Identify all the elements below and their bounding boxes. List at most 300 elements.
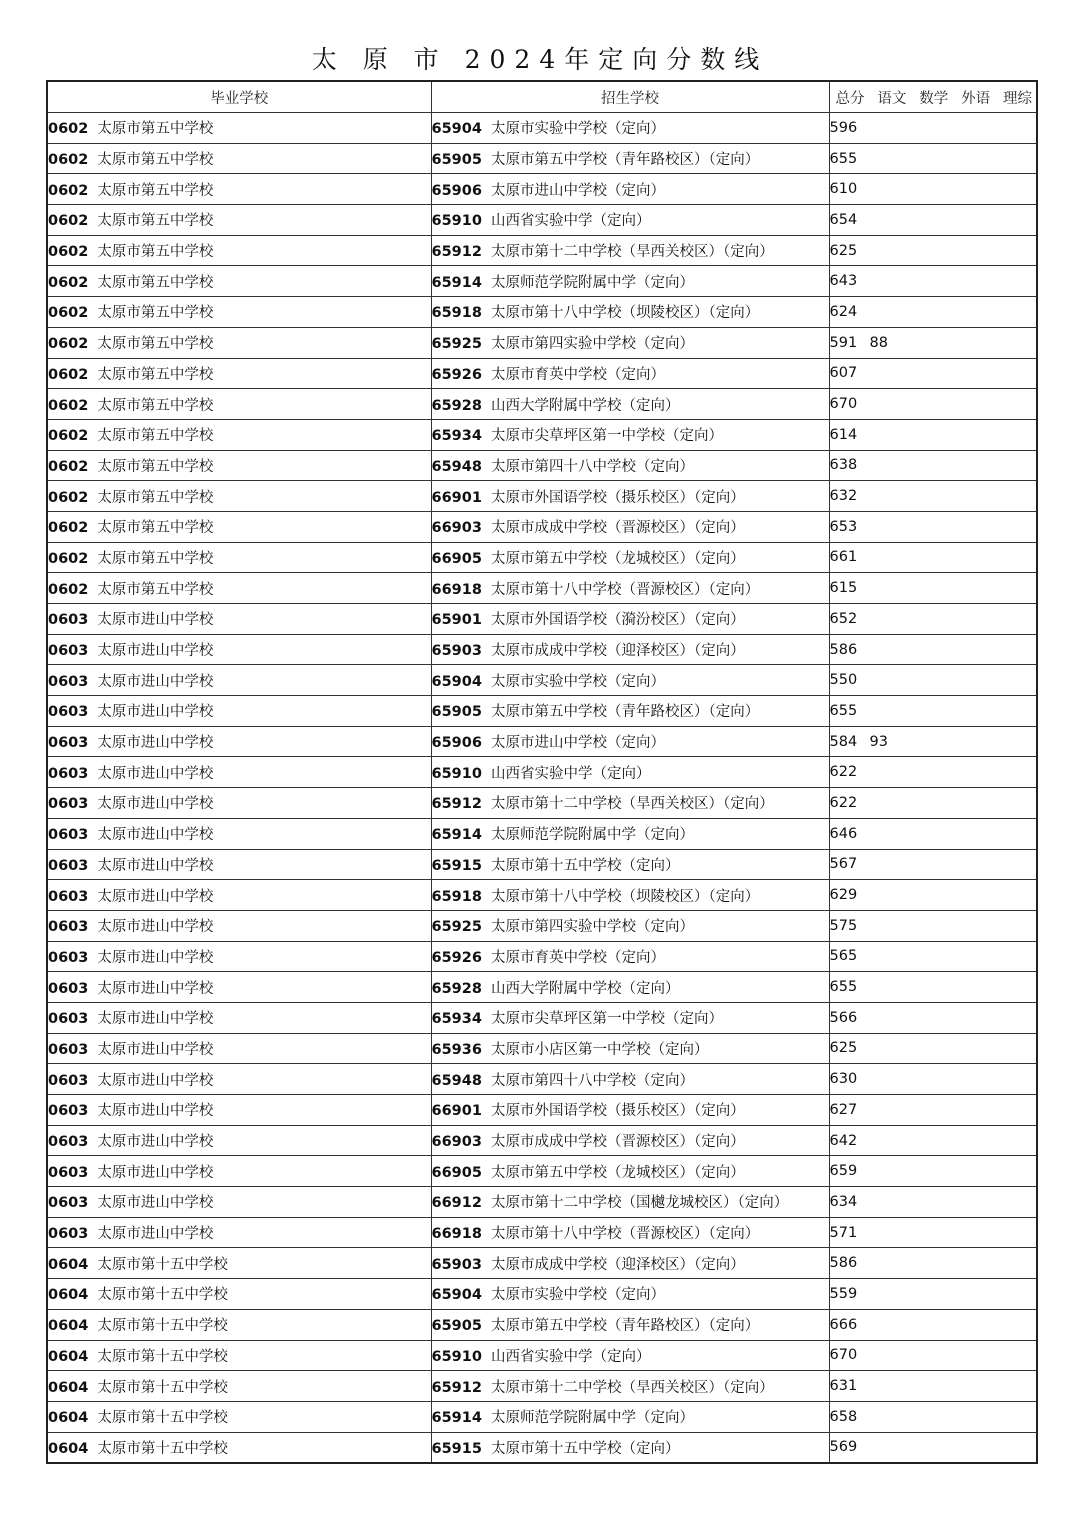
score-cell xyxy=(829,327,1037,358)
graduation-school-code: 0602 xyxy=(48,152,89,169)
admission-school-name: 太原市第十二中学校（旱西关校区）（定向） xyxy=(490,244,774,261)
table-row xyxy=(47,143,1037,174)
score-cell xyxy=(829,511,1037,542)
graduation-school-name: 太原市进山中学校 xyxy=(97,1195,214,1212)
graduation-school-cell xyxy=(47,542,431,573)
score-cell xyxy=(829,1125,1037,1156)
total-score: 559 xyxy=(829,1285,858,1302)
graduation-school-cell xyxy=(47,665,431,696)
graduation-school-code: 0602 xyxy=(48,550,89,567)
score-cell xyxy=(829,1064,1037,1095)
graduation-school-cell xyxy=(47,511,431,542)
admission-school-cell xyxy=(431,1279,829,1310)
admission-school-cell xyxy=(431,1432,829,1463)
table-row xyxy=(47,266,1037,297)
graduation-school-name: 太原市第十五中学校 xyxy=(97,1410,228,1427)
graduation-school-code: 0602 xyxy=(48,244,89,261)
total-score: 652 xyxy=(829,610,858,627)
graduation-school-name: 太原市第五中学校 xyxy=(97,489,214,506)
admission-school-code: 65912 xyxy=(431,796,482,813)
admission-school-cell xyxy=(431,1309,829,1340)
score-cell xyxy=(829,1217,1037,1248)
admission-school-cell xyxy=(431,1248,829,1279)
table-row xyxy=(47,1279,1037,1310)
total-score: 565 xyxy=(829,948,858,965)
admission-school-cell xyxy=(431,788,829,819)
total-score: 631 xyxy=(829,1378,858,1395)
admission-school-name: 太原师范学院附属中学（定向） xyxy=(490,274,694,291)
graduation-school-cell xyxy=(47,573,431,604)
graduation-school-code: 0602 xyxy=(48,213,89,230)
header-total-score: 总分 xyxy=(835,90,865,107)
admission-school-code: 65910 xyxy=(431,765,482,782)
table-row xyxy=(47,205,1037,236)
admission-school-name: 太原师范学院附属中学（定向） xyxy=(490,827,694,844)
admission-school-code: 65936 xyxy=(431,1041,482,1058)
admission-school-cell xyxy=(431,481,829,512)
graduation-school-name: 太原市进山中学校 xyxy=(97,673,214,690)
graduation-school-name: 太原市第五中学校 xyxy=(97,182,214,199)
admission-school-cell xyxy=(431,205,829,236)
admission-school-name: 太原市尖草坪区第一中学校（定向） xyxy=(490,428,723,445)
graduation-school-code: 0602 xyxy=(48,274,89,291)
table-row xyxy=(47,757,1037,788)
total-score: 625 xyxy=(829,1040,858,1057)
score-cell xyxy=(829,113,1037,144)
table-row xyxy=(47,1432,1037,1463)
table-row xyxy=(47,235,1037,266)
table-row xyxy=(47,511,1037,542)
table-row xyxy=(47,1401,1037,1432)
total-score: 569 xyxy=(829,1439,858,1456)
graduation-school-cell xyxy=(47,818,431,849)
admission-school-code: 65905 xyxy=(431,1318,482,1335)
score-cell xyxy=(829,481,1037,512)
admission-school-name: 太原市第五中学校（青年路校区）（定向） xyxy=(490,152,760,169)
score-cell xyxy=(829,849,1037,880)
total-score: 630 xyxy=(829,1071,858,1088)
admission-school-code: 65906 xyxy=(431,182,482,199)
graduation-school-cell xyxy=(47,788,431,819)
admission-school-cell xyxy=(431,849,829,880)
admission-school-name: 太原市第四十八中学校（定向） xyxy=(490,458,694,475)
score-cell xyxy=(829,297,1037,328)
header-science: 理综 xyxy=(1003,90,1032,107)
total-score: 584 xyxy=(829,733,858,750)
admission-school-code: 66905 xyxy=(431,550,482,567)
table-row xyxy=(47,573,1037,604)
admission-school-code: 65926 xyxy=(431,949,482,966)
admission-school-cell xyxy=(431,542,829,573)
total-score: 586 xyxy=(829,641,858,658)
graduation-school-cell xyxy=(47,604,431,635)
admission-school-cell xyxy=(431,266,829,297)
graduation-school-name: 太原市进山中学校 xyxy=(97,857,214,874)
admission-school-code: 65915 xyxy=(431,1440,482,1457)
total-score: 658 xyxy=(829,1408,858,1425)
graduation-school-cell xyxy=(47,849,431,880)
admission-school-name: 太原市第五中学校（青年路校区）（定向） xyxy=(490,704,760,721)
graduation-school-name: 太原市第五中学校 xyxy=(97,458,214,475)
admission-school-name: 太原市外国语学校（摄乐校区）（定向） xyxy=(490,489,745,506)
admission-school-name: 太原市尖草坪区第一中学校（定向） xyxy=(490,1011,723,1028)
table-row xyxy=(47,849,1037,880)
graduation-school-cell xyxy=(47,174,431,205)
score-cell xyxy=(829,450,1037,481)
admission-school-cell xyxy=(431,818,829,849)
graduation-school-name: 太原市第五中学校 xyxy=(97,428,214,445)
admission-school-cell xyxy=(431,1401,829,1432)
graduation-school-code: 0602 xyxy=(48,458,89,475)
header-admission-school: 招生学校 xyxy=(431,81,829,113)
score-table xyxy=(46,80,1038,1464)
graduation-school-code: 0603 xyxy=(48,1134,89,1151)
score-cell xyxy=(829,634,1037,665)
admission-school-cell xyxy=(431,1156,829,1187)
total-score: 655 xyxy=(829,702,858,719)
table-row xyxy=(47,726,1037,757)
graduation-school-code: 0602 xyxy=(48,581,89,598)
graduation-school-name: 太原市第十五中学校 xyxy=(97,1256,228,1273)
graduation-school-code: 0603 xyxy=(48,857,89,874)
table-row xyxy=(47,1371,1037,1402)
admission-school-name: 山西大学附属中学校（定向） xyxy=(490,980,680,997)
header-graduation-school: 毕业学校 xyxy=(47,81,431,113)
score-cell xyxy=(829,1432,1037,1463)
table-row xyxy=(47,1064,1037,1095)
graduation-school-name: 太原市第十五中学校 xyxy=(97,1287,228,1304)
graduation-school-code: 0602 xyxy=(48,336,89,353)
graduation-school-code: 0602 xyxy=(48,397,89,414)
graduation-school-cell xyxy=(47,1064,431,1095)
admission-school-code: 65918 xyxy=(431,305,482,322)
admission-school-cell xyxy=(431,358,829,389)
score-cell xyxy=(829,726,1037,757)
admission-school-code: 65914 xyxy=(431,1410,482,1427)
graduation-school-code: 0603 xyxy=(48,1011,89,1028)
admission-school-code: 66901 xyxy=(431,489,482,506)
total-score: 575 xyxy=(829,917,858,934)
total-score: 607 xyxy=(829,365,858,382)
admission-school-code: 65905 xyxy=(431,704,482,721)
graduation-school-cell xyxy=(47,1309,431,1340)
score-table-body xyxy=(47,81,1037,1463)
admission-school-code: 66901 xyxy=(431,1103,482,1120)
score-cell xyxy=(829,818,1037,849)
admission-school-cell xyxy=(431,297,829,328)
admission-school-name: 太原市进山中学校（定向） xyxy=(490,182,665,199)
graduation-school-cell xyxy=(47,419,431,450)
graduation-school-name: 太原市进山中学校 xyxy=(97,949,214,966)
admission-school-name: 太原市实验中学校（定向） xyxy=(490,1287,665,1304)
graduation-school-name: 太原市进山中学校 xyxy=(97,827,214,844)
admission-school-cell xyxy=(431,235,829,266)
graduation-school-code: 0602 xyxy=(48,182,89,199)
admission-school-cell xyxy=(431,1095,829,1126)
total-score: 624 xyxy=(829,303,858,320)
graduation-school-name: 太原市进山中学校 xyxy=(97,1011,214,1028)
graduation-school-name: 太原市进山中学校 xyxy=(97,796,214,813)
total-score: 571 xyxy=(829,1224,858,1241)
score-cell xyxy=(829,788,1037,819)
score-cell xyxy=(829,941,1037,972)
graduation-school-name: 太原市进山中学校 xyxy=(97,1226,214,1243)
graduation-school-code: 0604 xyxy=(48,1256,89,1273)
admission-school-name: 太原市第四实验中学校（定向） xyxy=(490,336,694,353)
score-cell xyxy=(829,1340,1037,1371)
admission-school-cell xyxy=(431,1125,829,1156)
graduation-school-cell xyxy=(47,450,431,481)
admission-school-code: 65904 xyxy=(431,1287,482,1304)
score-cell xyxy=(829,604,1037,635)
table-row xyxy=(47,113,1037,144)
admission-school-name: 太原市成成中学校（迎泽校区）（定向） xyxy=(490,1256,745,1273)
score-cell xyxy=(829,757,1037,788)
graduation-school-name: 太原市第五中学校 xyxy=(97,520,214,537)
graduation-school-name: 太原市第五中学校 xyxy=(97,305,214,322)
table-row xyxy=(47,1248,1037,1279)
admission-school-name: 太原市外国语学校（漪汾校区）（定向） xyxy=(490,612,745,629)
table-row xyxy=(47,634,1037,665)
graduation-school-code: 0604 xyxy=(48,1379,89,1396)
score-cell xyxy=(829,1279,1037,1310)
table-row xyxy=(47,665,1037,696)
total-score: 634 xyxy=(829,1193,858,1210)
total-score: 629 xyxy=(829,887,858,904)
score-cell xyxy=(829,235,1037,266)
graduation-school-code: 0602 xyxy=(48,366,89,383)
graduation-school-cell xyxy=(47,1279,431,1310)
admission-school-code: 65912 xyxy=(431,244,482,261)
admission-school-name: 太原市第十八中学校（晋源校区）（定向） xyxy=(490,581,760,598)
graduation-school-name: 太原市进山中学校 xyxy=(97,888,214,905)
graduation-school-name: 太原市第十五中学校 xyxy=(97,1440,228,1457)
total-score: 614 xyxy=(829,426,858,443)
table-header-row xyxy=(47,81,1037,113)
graduation-school-cell xyxy=(47,1401,431,1432)
admission-school-code: 65918 xyxy=(431,888,482,905)
admission-school-cell xyxy=(431,634,829,665)
table-row xyxy=(47,1095,1037,1126)
admission-school-name: 山西省实验中学（定向） xyxy=(490,765,651,782)
admission-school-name: 太原市第五中学校（龙城校区）（定向） xyxy=(490,1164,745,1181)
table-row xyxy=(47,542,1037,573)
score-cell xyxy=(829,205,1037,236)
total-score: 654 xyxy=(829,211,858,228)
graduation-school-name: 太原市第五中学校 xyxy=(97,244,214,261)
admission-school-name: 太原市成成中学校（晋源校区）（定向） xyxy=(490,520,745,537)
total-score: 646 xyxy=(829,825,858,842)
admission-school-code: 65905 xyxy=(431,152,482,169)
admission-school-cell xyxy=(431,972,829,1003)
graduation-school-cell xyxy=(47,757,431,788)
total-score: 655 xyxy=(829,150,858,167)
graduation-school-code: 0604 xyxy=(48,1318,89,1335)
score-cell xyxy=(829,696,1037,727)
graduation-school-name: 太原市第五中学校 xyxy=(97,336,214,353)
graduation-school-code: 0603 xyxy=(48,765,89,782)
score-cell xyxy=(829,1309,1037,1340)
total-score: 653 xyxy=(829,518,858,535)
graduation-school-cell xyxy=(47,481,431,512)
admission-school-code: 65912 xyxy=(431,1379,482,1396)
chinese-score: 93 xyxy=(869,733,888,750)
admission-school-cell xyxy=(431,1002,829,1033)
score-cell xyxy=(829,1002,1037,1033)
graduation-school-name: 太原市进山中学校 xyxy=(97,704,214,721)
score-cell xyxy=(829,910,1037,941)
admission-school-cell xyxy=(431,910,829,941)
header-score-columns xyxy=(829,81,1037,113)
chinese-score: 88 xyxy=(869,334,888,351)
total-score: 596 xyxy=(829,119,858,136)
graduation-school-name: 太原市进山中学校 xyxy=(97,735,214,752)
graduation-school-code: 0604 xyxy=(48,1440,89,1457)
graduation-school-code: 0603 xyxy=(48,673,89,690)
score-cell xyxy=(829,1187,1037,1218)
total-score: 627 xyxy=(829,1101,858,1118)
score-cell xyxy=(829,1156,1037,1187)
table-row xyxy=(47,1002,1037,1033)
admission-school-name: 太原市第四十八中学校（定向） xyxy=(490,1072,694,1089)
admission-school-name: 太原市第四实验中学校（定向） xyxy=(490,919,694,936)
graduation-school-code: 0603 xyxy=(48,643,89,660)
admission-school-name: 太原市小店区第一中学校（定向） xyxy=(490,1041,709,1058)
graduation-school-code: 0603 xyxy=(48,1103,89,1120)
admission-school-code: 65928 xyxy=(431,397,482,414)
graduation-school-cell xyxy=(47,1340,431,1371)
graduation-school-cell xyxy=(47,297,431,328)
admission-school-code: 65934 xyxy=(431,1011,482,1028)
admission-school-name: 太原市育英中学校（定向） xyxy=(490,366,665,383)
total-score: 666 xyxy=(829,1316,858,1333)
graduation-school-cell xyxy=(47,1125,431,1156)
graduation-school-cell xyxy=(47,1248,431,1279)
table-row xyxy=(47,1217,1037,1248)
graduation-school-cell xyxy=(47,972,431,1003)
table-row xyxy=(47,327,1037,358)
admission-school-cell xyxy=(431,511,829,542)
score-cell xyxy=(829,573,1037,604)
score-cell xyxy=(829,419,1037,450)
admission-school-code: 65904 xyxy=(431,121,482,138)
graduation-school-cell xyxy=(47,941,431,972)
admission-school-cell xyxy=(431,389,829,420)
admission-school-cell xyxy=(431,143,829,174)
graduation-school-name: 太原市第十五中学校 xyxy=(97,1379,228,1396)
admission-school-name: 太原市第十二中学校（国樾龙城校区）（定向） xyxy=(490,1195,789,1212)
graduation-school-code: 0603 xyxy=(48,1041,89,1058)
admission-school-cell xyxy=(431,419,829,450)
score-cell xyxy=(829,1371,1037,1402)
score-cell xyxy=(829,143,1037,174)
admission-school-cell xyxy=(431,1064,829,1095)
table-row xyxy=(47,1187,1037,1218)
admission-school-name: 太原市第十二中学校（旱西关校区）（定向） xyxy=(490,1379,774,1396)
admission-school-cell xyxy=(431,941,829,972)
graduation-school-code: 0604 xyxy=(48,1410,89,1427)
admission-school-code: 65915 xyxy=(431,857,482,874)
table-row xyxy=(47,1033,1037,1064)
graduation-school-cell xyxy=(47,1187,431,1218)
graduation-school-code: 0603 xyxy=(48,1195,89,1212)
admission-school-name: 太原市成成中学校（晋源校区）（定向） xyxy=(490,1134,745,1151)
admission-school-name: 太原市第十八中学校（晋源校区）（定向） xyxy=(490,1226,760,1243)
admission-school-cell xyxy=(431,573,829,604)
graduation-school-cell xyxy=(47,1217,431,1248)
admission-school-name: 山西大学附属中学校（定向） xyxy=(490,397,680,414)
admission-school-code: 65926 xyxy=(431,366,482,383)
score-cell xyxy=(829,174,1037,205)
total-score: 661 xyxy=(829,549,858,566)
graduation-school-cell xyxy=(47,143,431,174)
admission-school-cell xyxy=(431,604,829,635)
graduation-school-name: 太原市进山中学校 xyxy=(97,643,214,660)
graduation-school-cell xyxy=(47,113,431,144)
graduation-school-cell xyxy=(47,1432,431,1463)
score-cell xyxy=(829,972,1037,1003)
graduation-school-cell xyxy=(47,1156,431,1187)
graduation-school-name: 太原市进山中学校 xyxy=(97,1072,214,1089)
admission-school-cell xyxy=(431,880,829,911)
admission-school-name: 太原市第十二中学校（旱西关校区）（定向） xyxy=(490,796,774,813)
total-score: 591 xyxy=(829,334,858,351)
graduation-school-name: 太原市进山中学校 xyxy=(97,919,214,936)
table-row xyxy=(47,1156,1037,1187)
graduation-school-cell xyxy=(47,910,431,941)
score-cell xyxy=(829,389,1037,420)
graduation-school-cell xyxy=(47,235,431,266)
score-cell xyxy=(829,1095,1037,1126)
total-score: 670 xyxy=(829,396,858,413)
table-row xyxy=(47,604,1037,635)
admission-school-name: 太原市外国语学校（摄乐校区）（定向） xyxy=(490,1103,745,1120)
total-score: 670 xyxy=(829,1347,858,1364)
graduation-school-code: 0602 xyxy=(48,428,89,445)
graduation-school-name: 太原市第五中学校 xyxy=(97,213,214,230)
total-score: 622 xyxy=(829,764,858,781)
admission-school-cell xyxy=(431,327,829,358)
table-row xyxy=(47,910,1037,941)
graduation-school-cell xyxy=(47,205,431,236)
graduation-school-code: 0603 xyxy=(48,827,89,844)
graduation-school-code: 0603 xyxy=(48,1226,89,1243)
admission-school-code: 66903 xyxy=(431,520,482,537)
graduation-school-name: 太原市第五中学校 xyxy=(97,550,214,567)
graduation-school-code: 0603 xyxy=(48,1164,89,1181)
total-score: 550 xyxy=(829,672,858,689)
admission-school-code: 65901 xyxy=(431,612,482,629)
score-cell xyxy=(829,665,1037,696)
graduation-school-name: 太原市第十五中学校 xyxy=(97,1348,228,1365)
graduation-school-code: 0602 xyxy=(48,305,89,322)
table-row xyxy=(47,481,1037,512)
admission-school-code: 65903 xyxy=(431,643,482,660)
graduation-school-code: 0603 xyxy=(48,980,89,997)
graduation-school-cell xyxy=(47,696,431,727)
graduation-school-code: 0603 xyxy=(48,949,89,966)
total-score: 643 xyxy=(829,273,858,290)
admission-school-name: 太原市第五中学校（青年路校区）（定向） xyxy=(490,1318,760,1335)
graduation-school-cell xyxy=(47,1002,431,1033)
graduation-school-cell xyxy=(47,1095,431,1126)
graduation-school-cell xyxy=(47,1371,431,1402)
admission-school-name: 太原市进山中学校（定向） xyxy=(490,735,665,752)
graduation-school-cell xyxy=(47,880,431,911)
admission-school-cell xyxy=(431,450,829,481)
score-cell xyxy=(829,266,1037,297)
admission-school-name: 太原师范学院附属中学（定向） xyxy=(490,1410,694,1427)
